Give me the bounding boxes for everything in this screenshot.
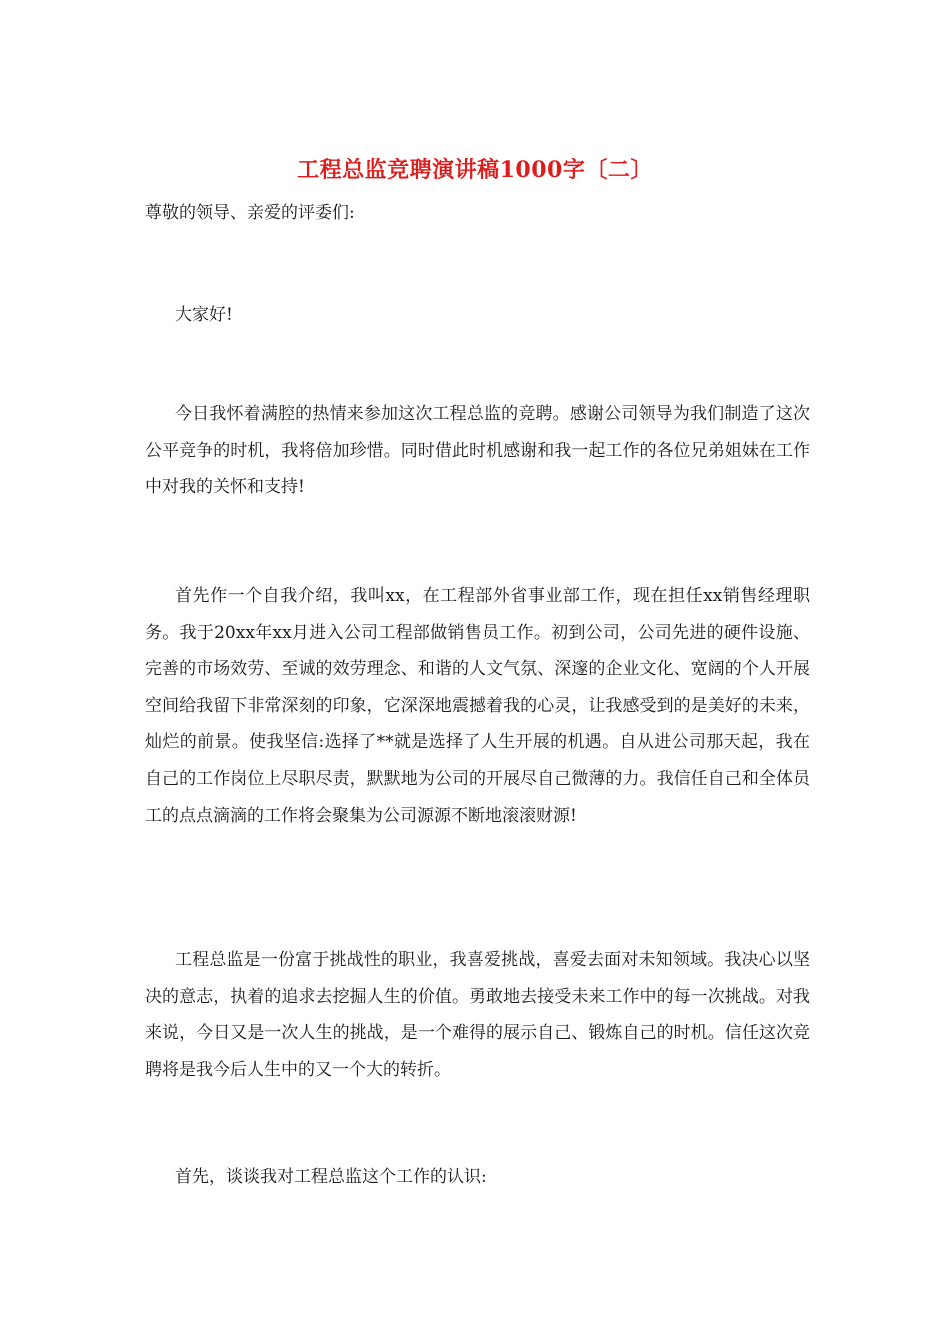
salutation: 尊敬的领导、亲爱的评委们: [145,203,355,223]
paragraph-greeting: 大家好! [175,305,233,325]
paragraph-challenge: 工程总监是一份富于挑战性的职业，我喜爱挑战，喜爱去面对未知领域。我决心以坚决的意志，执着的追求去挖掘人生的价值。勇敢地去接受未来工作中的每一次挑战。对我来说，今日又是一次人生的挑战，是一个难得的展示自己、锻炼自己的时机。信任这次竞聘将是我今后人生中的又一个大的转折。 [145,950,810,1080]
document-title: 工程总监竞聘演讲稿1000字〔二〕 [297,157,653,183]
paragraph-thanks: 今日我怀着满腔的热情来参加这次工程总监的竞聘。感谢公司领导为我们制造了这次公平竞争的时机，我将倍加珍惜。同时借此时机感谢和我一起工作的各位兄弟姐妹在工作中对我的关怀和支持! [145,404,810,498]
paragraph-understanding: 首先，谈谈我对工程总监这个工作的认识: [175,1167,487,1187]
paragraph-self-intro: 首先作一个自我介绍，我叫xx，在工程部外省事业部工作，现在担任xx销售经理职务。我于20xx年xx月进入公司工程部做销售员工作。初到公司，公司先进的硬件设施、完善的市场效劳、至诚的效劳理念、和谐的人文气氛、深邃的企业文化、宽阔的个人开展空间给我留下非常深刻的印象，它深深地震撼着我的心灵，让我感受到的是美好的未来，灿烂的前景。使我坚信:选择了**就是选择了人生开展的机遇。自从进公司那天起，我在自己的工作岗位上尽职尽责，默默地为公司的开展尽自己微薄的力。我信任自己和全体员工的点点滴滴的工作将会聚集为公司源源不断地滚滚财源! [145,586,810,826]
